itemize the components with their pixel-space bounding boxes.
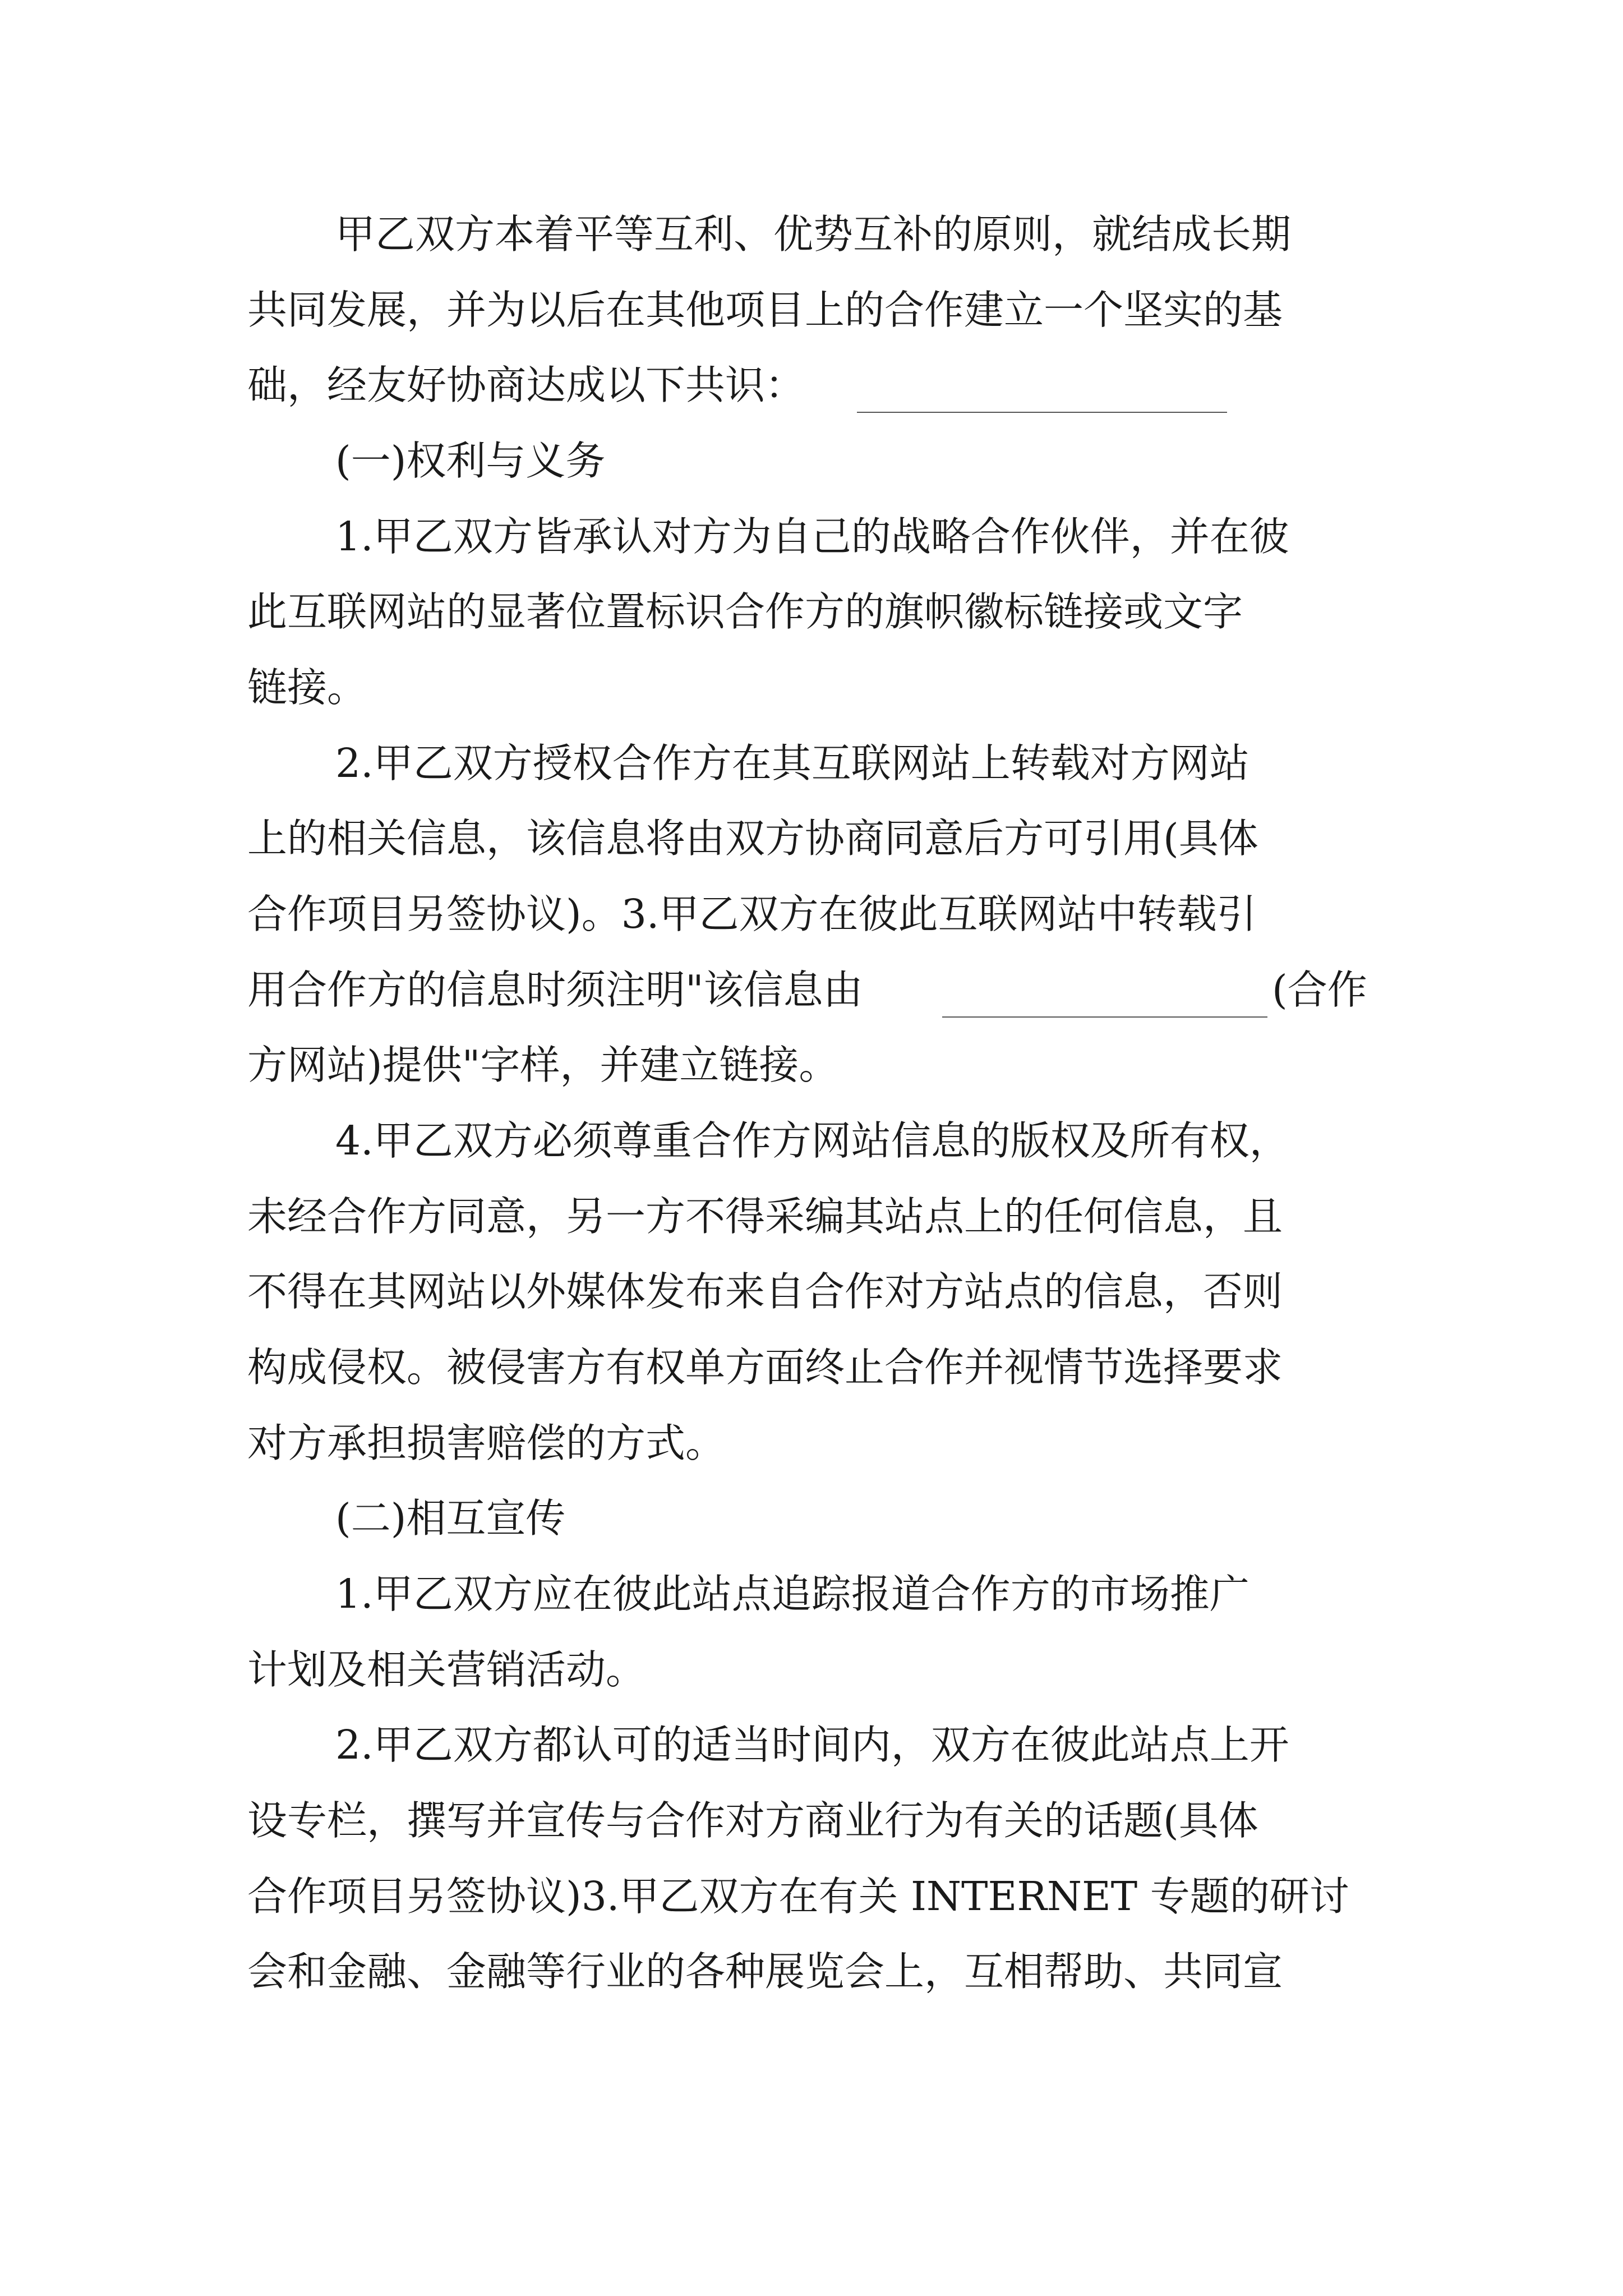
- fill-in-blank: [942, 982, 1267, 1018]
- paragraph-line: 用合作方的信息时须注明"该信息由: [247, 967, 863, 1013]
- paragraph-line: 2.甲乙双方都认可的适当时间内，双方在彼此站点上开: [335, 1722, 1289, 1768]
- paragraph-line: 1.甲乙双方皆承认对方为自己的战略合作伙伴，并在彼: [335, 513, 1289, 560]
- paragraph-line: 上的相关信息，该信息将由双方协商同意后方可引用(具体: [247, 815, 1258, 862]
- paragraph-line: 不得在其网站以外媒体发布来自合作对方站点的信息，否则: [247, 1268, 1283, 1315]
- paragraph-line: 1.甲乙双方应在彼此站点追踪报道合作方的市场推广: [335, 1571, 1249, 1617]
- paragraph-line: 合作项目另签协议)。3.甲乙双方在彼此互联网站中转载引: [247, 891, 1257, 937]
- paragraph-line: 会和金融、金融等行业的各种展览会上，互相帮助、共同宣: [247, 1948, 1283, 1995]
- paragraph-line: 计划及相关营销活动。: [247, 1646, 646, 1693]
- fill-in-blank: [857, 377, 1227, 413]
- section-heading: (一)权利与义务: [335, 438, 606, 484]
- paragraph-line: 此互联网站的显著位置标识合作方的旗帜徽标链接或文字: [247, 588, 1243, 635]
- paragraph-line: 方网站)提供"字样，并建立链接。: [247, 1042, 839, 1088]
- section-heading: (二)相互宣传: [335, 1495, 566, 1542]
- paragraph-line: 2.甲乙双方授权合作方在其互联网站上转载对方网站: [335, 740, 1249, 786]
- paragraph-line: 合作项目另签协议)3.甲乙双方在有关 INTERNET 专题的研讨: [247, 1873, 1349, 1920]
- paragraph-line: 构成侵权。被侵害方有权单方面终止合作并视情节选择要求: [247, 1344, 1283, 1391]
- paragraph-line: (合作: [1272, 967, 1367, 1013]
- paragraph-line: 共同发展，并为以后在其他项目上的合作建立一个坚实的基: [247, 287, 1283, 333]
- paragraph-line: 对方承担损害赔偿的方式。: [247, 1420, 726, 1466]
- paragraph-line: 未经合作方同意，另一方不得采编其站点上的任何信息，且: [247, 1193, 1283, 1240]
- paragraph-line: 链接。: [247, 664, 367, 711]
- paragraph-line: 4.甲乙双方必须尊重合作方网站信息的版权及所有权，: [335, 1117, 1289, 1164]
- paragraph-line: 甲乙双方本着平等互利、优势互补的原则，就结成长期: [335, 211, 1292, 257]
- paragraph-line: 础，经友好协商达成以下共识：: [247, 362, 805, 408]
- paragraph-line: 设专栏，撰写并宣传与合作对方商业行为有关的话题(具体: [247, 1797, 1258, 1844]
